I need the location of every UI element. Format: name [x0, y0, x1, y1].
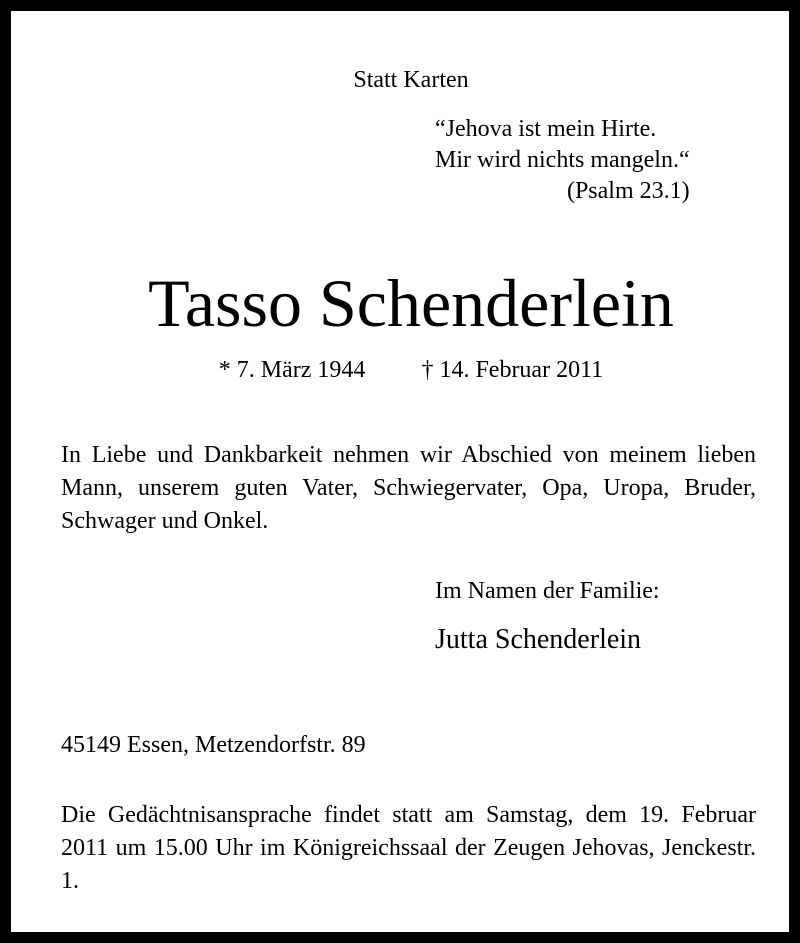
quote-source: (Psalm 23.1) [566, 178, 690, 204]
quote-line-2: Mir wird nichts mangeln.“ [435, 147, 690, 173]
deceased-name: Tasso Schenderlein [148, 265, 674, 341]
family-label: Im Namen der Familie: [435, 578, 660, 604]
birth-date: * 7. März 1944 [218, 357, 366, 383]
farewell-message: In Liebe und Dankbarkeit nehmen wir Abschied von meinem lieben Mann, unserem guten Vater, Schwiegervater, Opa, Uropa, Bruder, Schwager und Onkel. [61, 442, 756, 534]
life-dates [11, 357, 800, 384]
service-notice: Die Gedächtnisansprache findet statt am Samstag, dem 19. Februar 2011 um 15.00 Uhr im Königreichssaal der Zeugen Jehovas, Jenckestr. 1. [61, 802, 756, 894]
family-signature: Jutta Schenderlein [435, 624, 642, 655]
statt-karten-heading: Statt Karten [353, 67, 469, 93]
address: 45149 Essen, Metzendorfstr. 89 [61, 732, 366, 758]
bible-quote [435, 114, 690, 207]
quote-line-1: “Jehova ist mein Hirte. [435, 116, 657, 142]
death-date: † 14. Februar 2011 [421, 357, 604, 383]
